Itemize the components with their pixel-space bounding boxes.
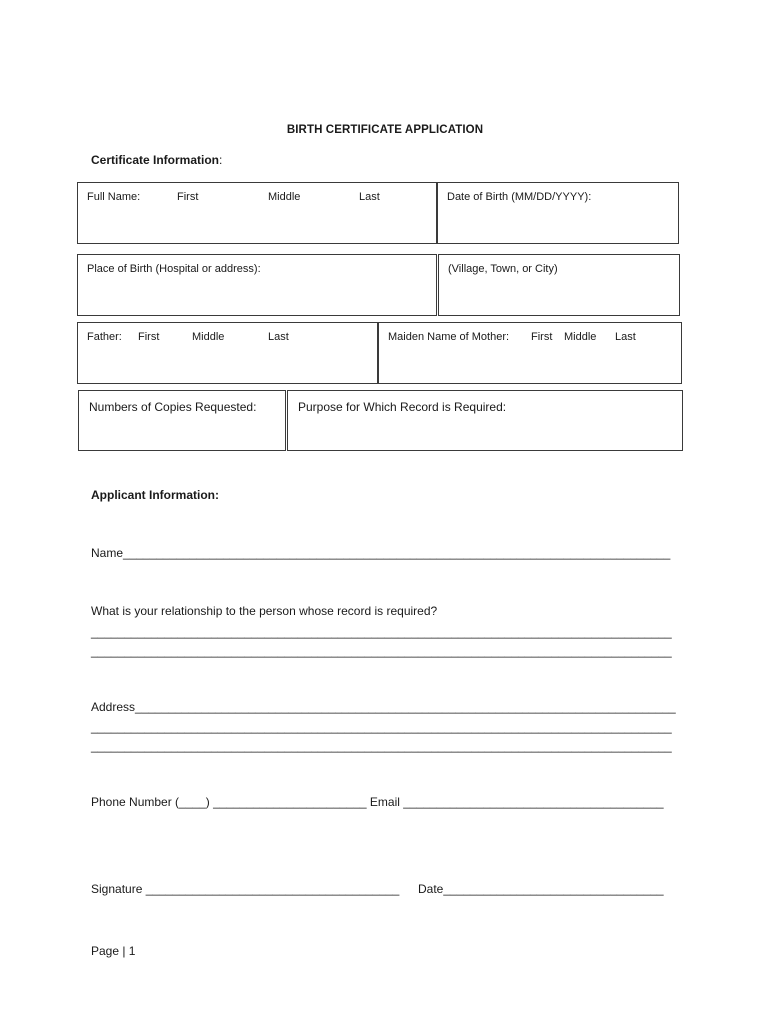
relationship-line-1[interactable]: _______________________________________________________________________________________: [91, 625, 672, 639]
certificate-heading-text: Certificate Information: [91, 153, 220, 167]
page-number: Page | 1: [91, 944, 136, 958]
address-row[interactable]: [91, 700, 676, 714]
date-label: Date: [418, 882, 444, 896]
date-blank[interactable]: _________________________________: [443, 882, 664, 896]
copies-requested-label: Numbers of Copies Requested:: [89, 400, 257, 414]
mother-maiden-name-box[interactable]: [378, 322, 682, 384]
signature-row[interactable]: [91, 882, 399, 896]
mother-label: Maiden Name of Mother:: [388, 331, 510, 343]
father-middle: Middle: [192, 331, 225, 343]
mother-labels: [388, 331, 636, 343]
certificate-heading-colon: :: [219, 153, 223, 167]
village-town-city-label: (Village, Town, or City): [448, 263, 558, 275]
purpose-label: Purpose for Which Record is Required:: [298, 400, 507, 414]
signature-blank[interactable]: ______________________________________: [145, 882, 400, 896]
date-row[interactable]: [418, 882, 664, 896]
father-first: First: [138, 331, 160, 343]
relationship-question: What is your relationship to the person whose record is required?: [91, 604, 438, 618]
place-of-birth-box[interactable]: [77, 254, 437, 316]
father-name-box[interactable]: [77, 322, 378, 384]
mother-first: First: [531, 331, 553, 343]
phone-number-field[interactable]: Phone Number (____) _______________________: [91, 795, 367, 809]
full-name-first: First: [177, 191, 199, 203]
address-line-2[interactable]: _______________________________________________________________________________________: [91, 720, 672, 734]
purpose-box[interactable]: [287, 390, 683, 451]
full-name-box[interactable]: [77, 182, 437, 244]
certificate-section-heading: [91, 153, 222, 167]
address-line-3[interactable]: _______________________________________________________________________________________: [91, 739, 672, 753]
date-of-birth-label: Date of Birth (MM/DD/YYYY):: [447, 191, 592, 203]
copies-requested-box[interactable]: [78, 390, 286, 451]
mother-last: Last: [615, 331, 636, 343]
full-name-last: Last: [359, 191, 380, 203]
full-name-middle: Middle: [268, 191, 301, 203]
email-label: Email: [369, 795, 400, 809]
signature-label: Signature: [91, 882, 143, 896]
applicant-name-blank[interactable]: __________________________________________________________________________________: [123, 546, 671, 560]
place-of-birth-label: Place of Birth (Hospital or address):: [87, 263, 261, 275]
form-title: BIRTH CERTIFICATE APPLICATION: [286, 124, 484, 136]
address-label: Address: [91, 700, 136, 714]
address-blank[interactable]: _________________________________________________________________________________: [135, 700, 676, 714]
father-label: Father:: [87, 331, 122, 343]
date-of-birth-box[interactable]: [437, 182, 679, 244]
applicant-name-label: Name: [91, 546, 124, 560]
email-blank[interactable]: _______________________________________: [403, 795, 664, 809]
full-name-labels: [87, 191, 380, 203]
village-town-city-box[interactable]: [438, 254, 680, 316]
relationship-line-2[interactable]: _______________________________________________________________________________________: [91, 644, 672, 658]
mother-middle: Middle: [564, 331, 597, 343]
father-last: Last: [268, 331, 289, 343]
phone-email-row[interactable]: [91, 795, 664, 809]
applicant-section-heading: Applicant Information:: [91, 488, 219, 502]
father-labels: [87, 331, 289, 343]
applicant-name-row[interactable]: [91, 546, 670, 560]
full-name-label: Full Name:: [87, 191, 141, 203]
